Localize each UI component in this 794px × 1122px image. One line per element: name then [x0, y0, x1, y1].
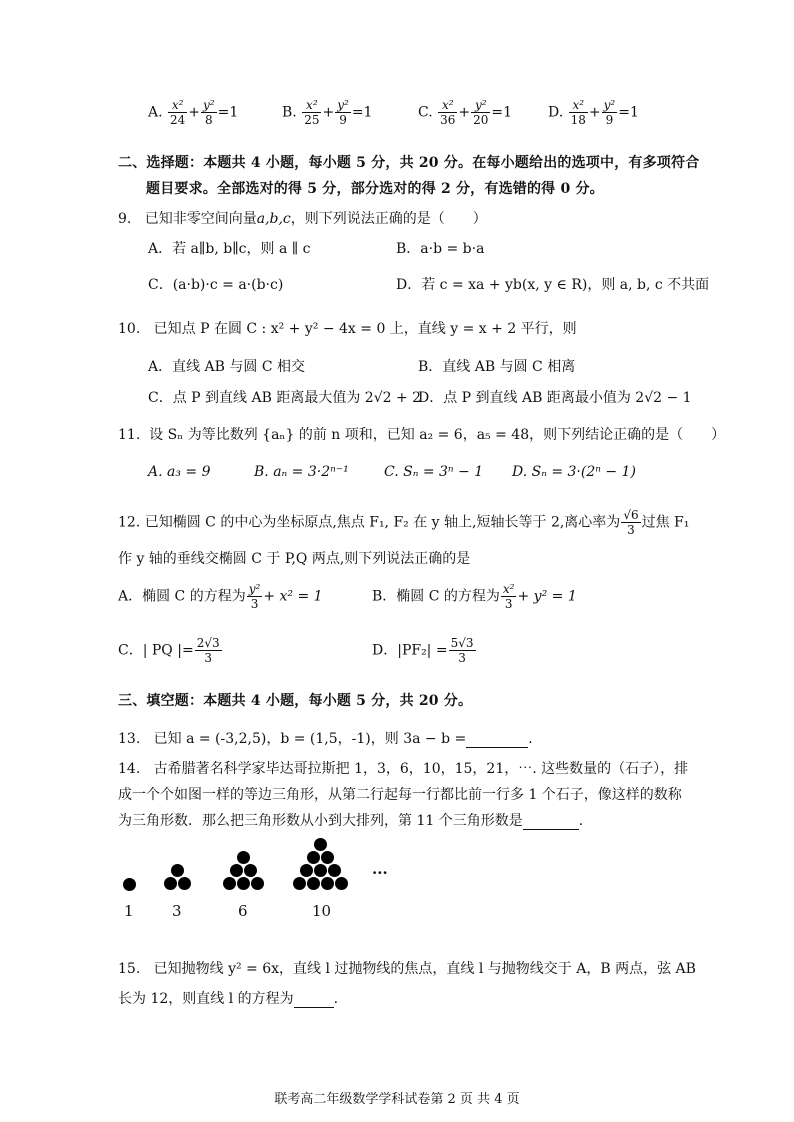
q12-option-a: A．椭圆 C 的方程为 $\frac{\text{y²}}{3}$ + x² = 1 [118, 582, 323, 611]
figure-label-3: 3 [172, 902, 182, 920]
q15-line1: 15. 已知抛物线 y² = 6x，直线 l 过抛物线的焦点，直线 l 与抛物线交于 A，B 两点，弦 AB [118, 961, 696, 977]
q14-answer-blank[interactable] [523, 813, 579, 830]
stone-dot [307, 851, 320, 864]
stone-dot [171, 864, 184, 877]
stone-dot [244, 864, 257, 877]
q11-option-a: A. a₃ = 9 [148, 464, 211, 480]
stone-dot [328, 864, 341, 877]
q10-option-c: C．点 P 到直线 AB 距离最大值为 2√2 + 2 [148, 390, 422, 406]
q12-option-c: C．| PQ |= $\frac{2√3}{3}$ [118, 636, 220, 665]
stone-dot [123, 878, 136, 891]
stone-dot [300, 864, 313, 877]
q11-option-b: B. aₙ = 3·2ⁿ⁻¹ [254, 464, 349, 480]
stone-dot [251, 877, 264, 890]
stone-dot [178, 877, 191, 890]
q10-option-a: A．直线 AB 与圆 C 相交 [148, 359, 306, 375]
q13-answer-blank[interactable] [466, 731, 528, 748]
page-footer: 联考高二年级数学学科试卷第 2 页 共 4 页 [274, 1092, 520, 1107]
stone-dot [307, 877, 320, 890]
stone-dot [321, 851, 334, 864]
q9-option-c: C．(a·b)·c = a·(b·c) [148, 277, 284, 293]
q12-option-b: B．椭圆 C 的方程为 $\frac{\text{x²}}{3}$ + y² = 1 [372, 582, 577, 611]
figure-label-10: 10 [312, 902, 332, 920]
stone-dot [335, 877, 348, 890]
section-3-heading: 三、填空题：本题共 4 小题，每小题 5 分，共 20 分。 [118, 693, 473, 709]
section-2-heading: 二、选择题：本题共 4 小题，每小题 5 分，共 20 分。在每小题给出的选项中，有多项符合 [118, 155, 700, 171]
stone-dot [314, 864, 327, 877]
stone-dot [321, 877, 334, 890]
q8-option-c: C. $\frac{\text{x²}}{36}$ + $\frac{\text{y²}}{20}$ =1 [418, 98, 513, 127]
stone-dot [314, 838, 327, 851]
q8-option-a: A. $\frac{\text{x²}}{24}$ + $\frac{\text{y²}}{8}$ =1 [148, 98, 239, 127]
q9-option-a: A．若 a∥b, b∥c，则 a ∥ c [148, 241, 311, 257]
stone-dot [237, 877, 250, 890]
figure-label-6: 6 [238, 902, 248, 920]
stone-dot [223, 877, 236, 890]
q8-option-d: D. $\frac{\text{x²}}{18}$ + $\frac{\text{y²}}{9}$ =1 [548, 98, 639, 127]
q14-line1: 14. 古希腊著名科学家毕达哥拉斯把 1，3，6，10，15，21，⋯. 这些数量的（石子），排 [118, 761, 689, 777]
stone-dot [293, 877, 306, 890]
q15-line2: 长为 12，则直线 l 的方程为 . [118, 991, 339, 1007]
q8-option-b: B. $\frac{\text{x²}}{25}$ + $\frac{\text{y²}}{9}$ =1 [282, 98, 373, 127]
q12-option-d: D．|PF₂| = $\frac{5√3}{3}$ [372, 636, 474, 665]
figure-label-1: 1 [124, 902, 134, 920]
q13-stem: 13. 已知 a = (-3,2,5)，b = (1,5，-1)，则 3a − b = . [118, 731, 533, 747]
section-2-heading-cont: 题目要求。全部选对的得 5 分，部分选对的得 2 分，有选错的得 0 分。 [146, 181, 604, 197]
q9-option-b: B．a·b = b·a [396, 241, 485, 257]
q12-stem-line2: 作 y 轴的垂线交椭圆 C 于 P,Q 两点,则下列说法正确的是 [118, 551, 471, 567]
figure-ellipsis: ··· [372, 864, 388, 882]
stone-dot [237, 851, 250, 864]
q9-option-d: D．若 c = xa + yb(x, y ∈ R)，则 a, b, c 不共面 [396, 277, 710, 293]
q10-option-b: B．直线 AB 与圆 C 相离 [418, 359, 576, 375]
q11-option-c: C. Sₙ = 3ⁿ − 1 [384, 464, 484, 480]
q14-line2: 成一个个如图一样的等边三角形，从第二行起每一行都比前一行多 1 个石子，像这样的数称 [118, 787, 682, 803]
q14-line3: 为三角形数．那么把三角形数从小到大排列，第 11 个三角形数是 . [118, 813, 584, 829]
stone-dot [164, 877, 177, 890]
q10-option-d: D．点 P 到直线 AB 距离最小值为 2√2 − 1 [418, 390, 692, 406]
q10-stem: 10. 已知点 P 在圆 C : x² + y² − 4x = 0 上，直线 y = x + 2 平行，则 [118, 321, 577, 337]
stone-dot [230, 864, 243, 877]
q11-stem: 11. 设 Sₙ 为等比数列 {aₙ} 的前 n 项和，已知 a₂ = 6，a₅ = 48，则下列结论正确的是（ ） [118, 427, 726, 443]
q9-stem: 9. 已知非零空间向量a,b,c，则下列说法正确的是（ ） [118, 211, 487, 227]
q12-stem-line1: 12. 已知椭圆 C 的中心为坐标原点,焦点 F₁, F₂ 在 y 轴上,短轴长等于 2,离心率为 $\frac{√6}{3}$ 过焦 F₁ [118, 508, 690, 537]
q11-option-d: D. Sₙ = 3·(2ⁿ − 1) [512, 464, 636, 480]
q15-answer-blank[interactable] [294, 991, 334, 1008]
